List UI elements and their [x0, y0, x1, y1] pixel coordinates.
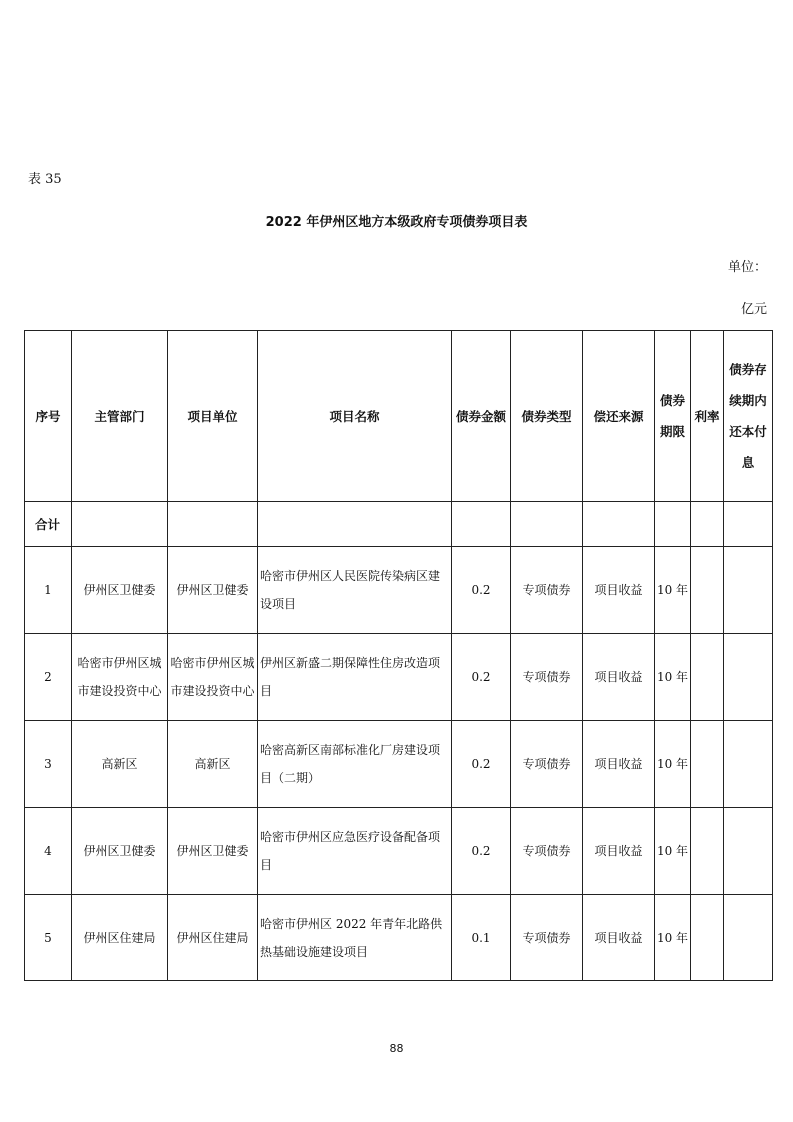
total-label: 合计: [25, 502, 72, 547]
cell-dept: 伊州区卫健委: [72, 547, 168, 634]
cell-unit: 哈密市伊州区城市建设投资中心: [168, 634, 258, 721]
cell-seq: 4: [25, 808, 72, 895]
cell-rate: [691, 721, 724, 808]
cell-interest: [724, 808, 773, 895]
cell-term: 10 年: [655, 808, 691, 895]
cell-rate: [691, 808, 724, 895]
header-seq: 序号: [25, 331, 72, 502]
header-term: 债券期限: [655, 331, 691, 502]
cell-seq: 2: [25, 634, 72, 721]
cell-project-name: 伊州区新盛二期保障性住房改造项目: [258, 634, 452, 721]
header-dept: 主管部门: [72, 331, 168, 502]
cell-repayment-source: 项目收益: [583, 547, 655, 634]
cell-amount: 0.1: [452, 895, 511, 981]
cell-unit: 伊州区卫健委: [168, 547, 258, 634]
cell-unit: 伊州区卫健委: [168, 808, 258, 895]
header-unit: 项目单位: [168, 331, 258, 502]
total-cell: [168, 502, 258, 547]
total-cell: [724, 502, 773, 547]
cell-project-name: 哈密市伊州区人民医院传染病区建设项目: [258, 547, 452, 634]
header-repayment-source: 偿还来源: [583, 331, 655, 502]
cell-bond-type: 专项债券: [511, 721, 583, 808]
cell-term: 10 年: [655, 895, 691, 981]
table-row: [25, 895, 773, 981]
unit-label: 单位：: [727, 260, 767, 275]
cell-dept: 伊州区住建局: [72, 895, 168, 981]
table-header-row: [25, 331, 773, 502]
cell-repayment-source: 项目收益: [583, 808, 655, 895]
header-project-name: 项目名称: [258, 331, 452, 502]
table-row: [25, 634, 773, 721]
table-number-label: 表 35: [28, 172, 62, 187]
cell-project-name: 哈密市伊州区 2022 年青年北路供热基础设施建设项目: [258, 895, 452, 981]
cell-amount: 0.2: [452, 547, 511, 634]
total-cell: [258, 502, 452, 547]
cell-bond-type: 专项债券: [511, 547, 583, 634]
total-cell: [511, 502, 583, 547]
table-row: [25, 547, 773, 634]
document-title: 2022 年伊州区地方本级政府专项债券项目表: [265, 215, 528, 230]
cell-amount: 0.2: [452, 634, 511, 721]
cell-rate: [691, 547, 724, 634]
bond-projects-table: [24, 330, 773, 981]
cell-term: 10 年: [655, 547, 691, 634]
table-row: [25, 721, 773, 808]
cell-seq: 5: [25, 895, 72, 981]
cell-bond-type: 专项债券: [511, 895, 583, 981]
cell-project-name: 哈密市伊州区应急医疗设备配备项目: [258, 808, 452, 895]
cell-rate: [691, 895, 724, 981]
cell-bond-type: 专项债券: [511, 634, 583, 721]
total-cell: [72, 502, 168, 547]
cell-repayment-source: 项目收益: [583, 634, 655, 721]
total-cell: [655, 502, 691, 547]
cell-interest: [724, 895, 773, 981]
cell-term: 10 年: [655, 721, 691, 808]
cell-unit: 高新区: [168, 721, 258, 808]
cell-bond-type: 专项债券: [511, 808, 583, 895]
cell-amount: 0.2: [452, 721, 511, 808]
cell-unit: 伊州区住建局: [168, 895, 258, 981]
cell-rate: [691, 634, 724, 721]
cell-repayment-source: 项目收益: [583, 721, 655, 808]
cell-seq: 3: [25, 721, 72, 808]
cell-project-name: 哈密高新区南部标准化厂房建设项目（二期）: [258, 721, 452, 808]
cell-dept: 哈密市伊州区城市建设投资中心: [72, 634, 168, 721]
total-cell: [691, 502, 724, 547]
table-row: [25, 808, 773, 895]
header-rate: 利率: [691, 331, 724, 502]
total-cell: [583, 502, 655, 547]
header-bond-type: 债券类型: [511, 331, 583, 502]
cell-amount: 0.2: [452, 808, 511, 895]
cell-dept: 伊州区卫健委: [72, 808, 168, 895]
header-interest: 债券存续期内还本付息: [724, 331, 773, 502]
cell-interest: [724, 721, 773, 808]
total-row: [25, 502, 773, 547]
cell-interest: [724, 547, 773, 634]
cell-dept: 高新区: [72, 721, 168, 808]
cell-term: 10 年: [655, 634, 691, 721]
total-cell: [452, 502, 511, 547]
cell-interest: [724, 634, 773, 721]
header-amount: 债券金额: [452, 331, 511, 502]
page-number: 88: [389, 1042, 404, 1055]
cell-seq: 1: [25, 547, 72, 634]
cell-repayment-source: 项目收益: [583, 895, 655, 981]
unit-value: 亿元: [740, 302, 767, 317]
